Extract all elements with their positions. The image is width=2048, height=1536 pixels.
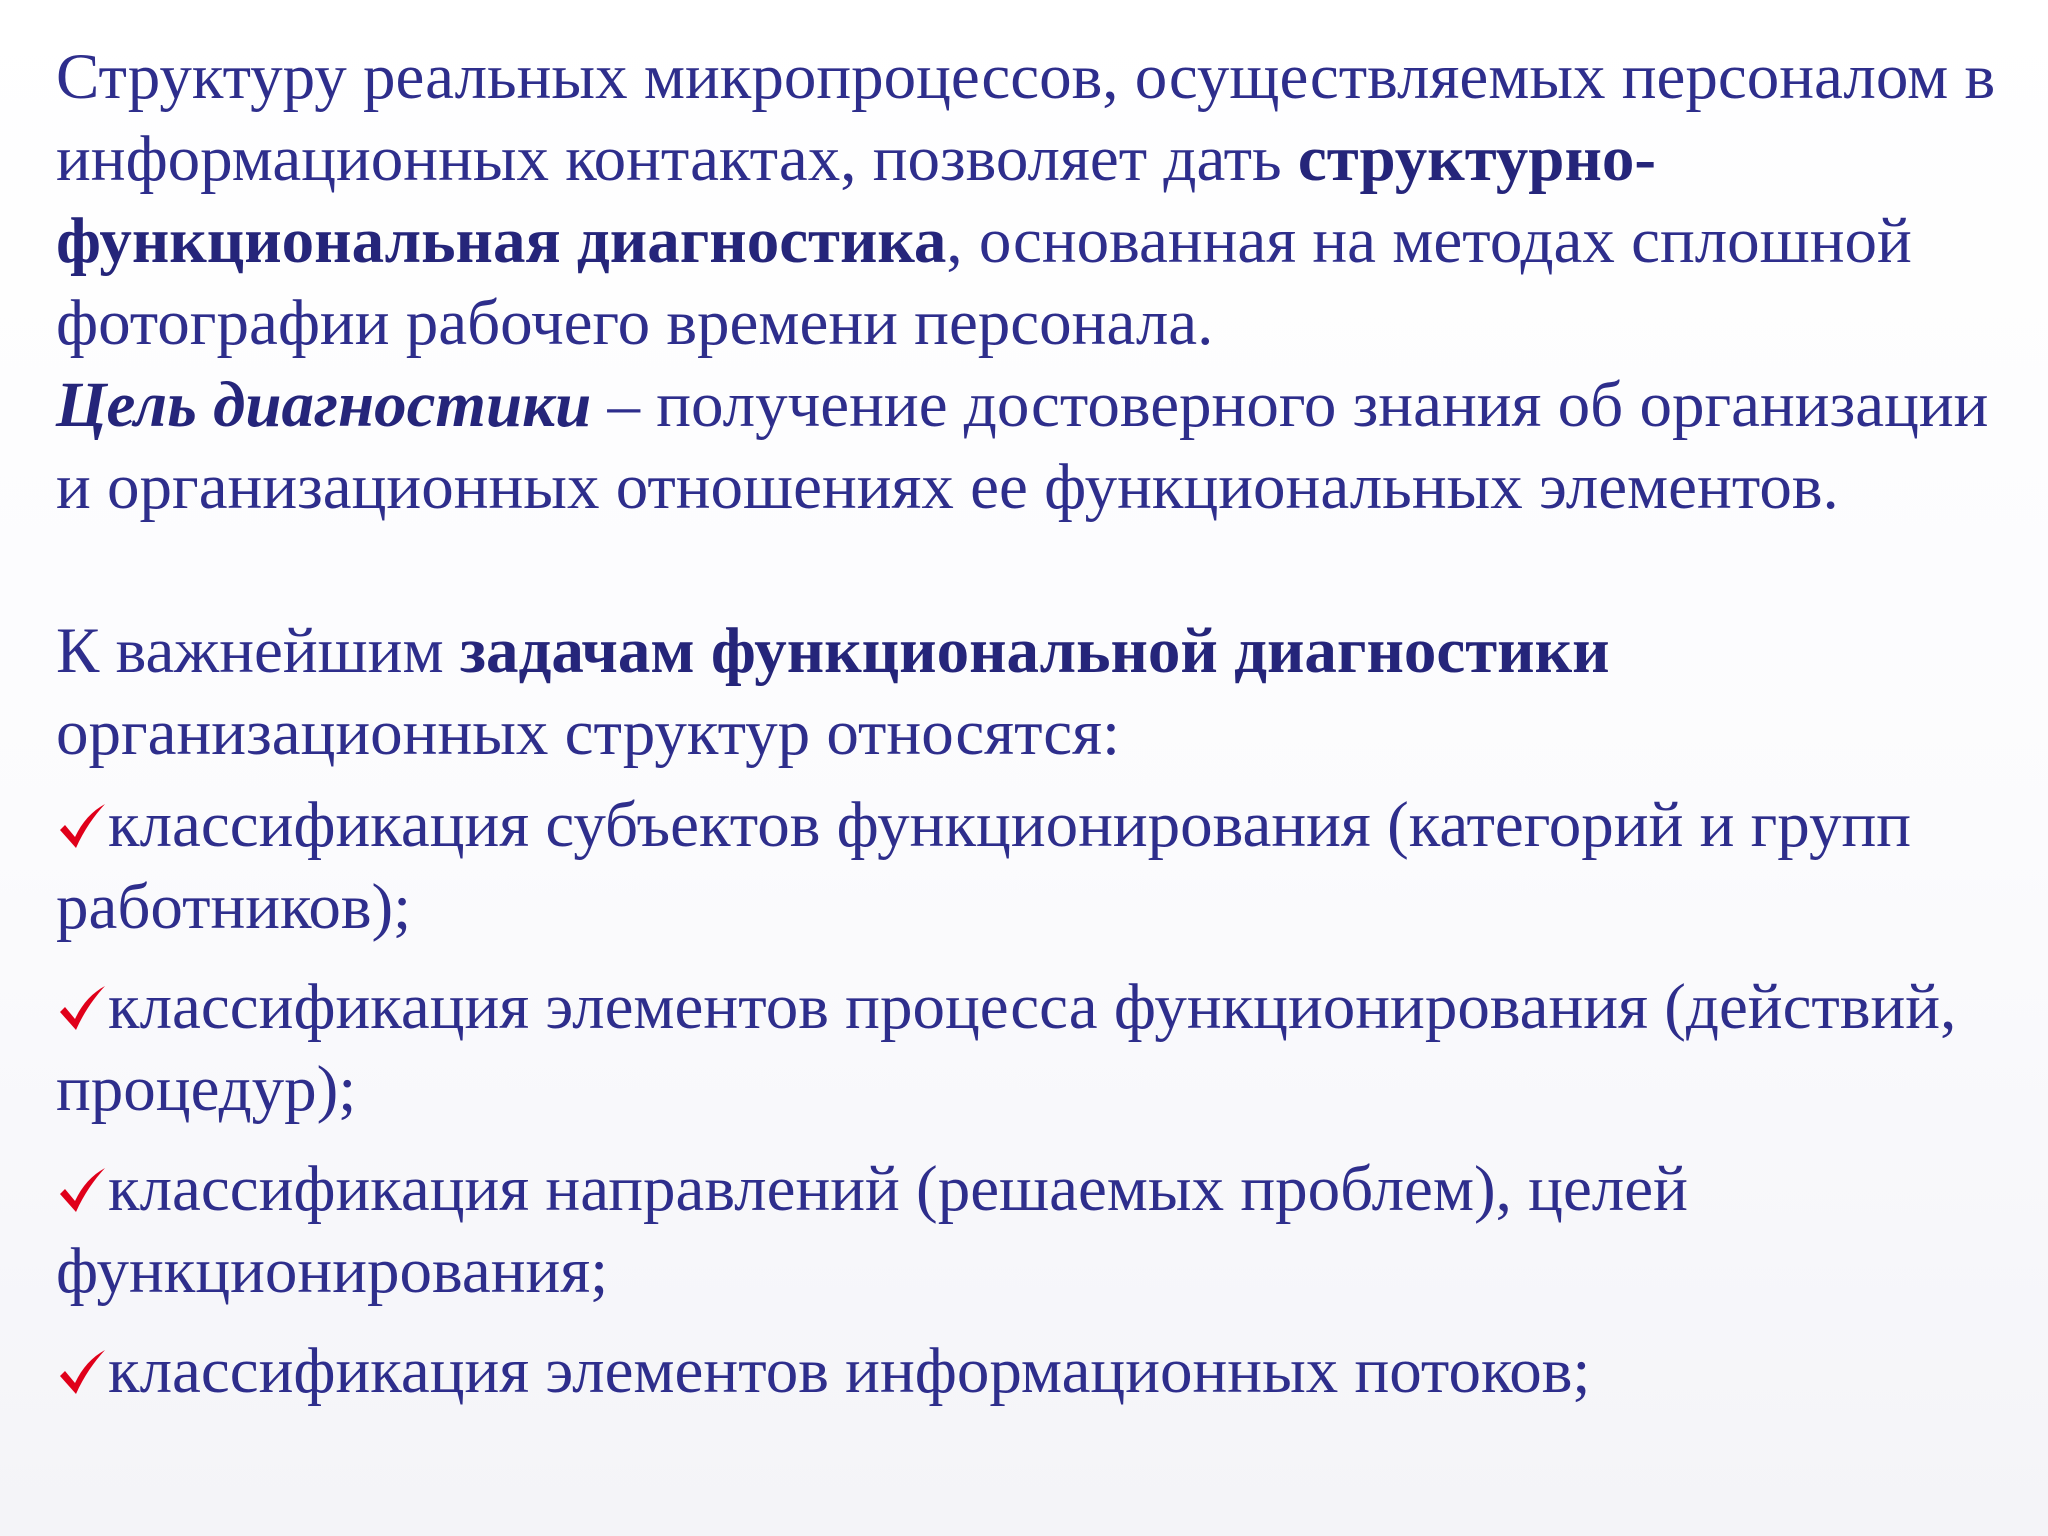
checkmark-icon [56,1154,108,1214]
task-item-text: классификация субъектов функционирования (категорий и групп работников); [56,789,1912,943]
structural-functional-diagnostics-term: структурно-функциональная диагностика [56,123,1657,277]
checkmark-icon [56,1336,108,1396]
task-item-text: классификация элементов информационных потоков; [108,1335,1591,1407]
list-item [56,1148,2008,1312]
spacer [56,528,2008,610]
paragraph1-text-after: , основанная на методах сплошной фотографии рабочего времени персонала. [56,205,1912,359]
task-item-text: классификация направлений (решаемых проблем), целей функционирования; [56,1153,1688,1307]
tasks-intro-before: К важнейшим [56,615,460,687]
task-list [56,784,2008,1412]
tasks-intro [56,610,2008,774]
checkmark-icon [56,790,108,850]
list-item [56,966,2008,1130]
functional-diagnostics-tasks-term: задачам функциональной диагностики [459,615,1610,687]
tasks-intro-after: организационных структур относятся: [56,697,1121,769]
list-item [56,1330,2008,1412]
task-item-text: классификация элементов процесса функционирования (действий, процедур); [56,971,1957,1125]
diagnostics-goal-term: Цель диагностики [56,369,592,441]
paragraph-structural-diagnostics [56,36,2008,364]
checkmark-icon [56,972,108,1032]
paragraph2-text-after: – получение достоверного знания об организации и организационных отношениях ее функциональных элементов. [56,369,1989,523]
list-item [56,784,2008,948]
paragraph1-text-before: Структуру реальных микропроцессов, осуществляемых персоналом в информационных контактах, позволяет дать [56,41,1996,195]
paragraph-diagnostics-goal [56,364,2008,528]
